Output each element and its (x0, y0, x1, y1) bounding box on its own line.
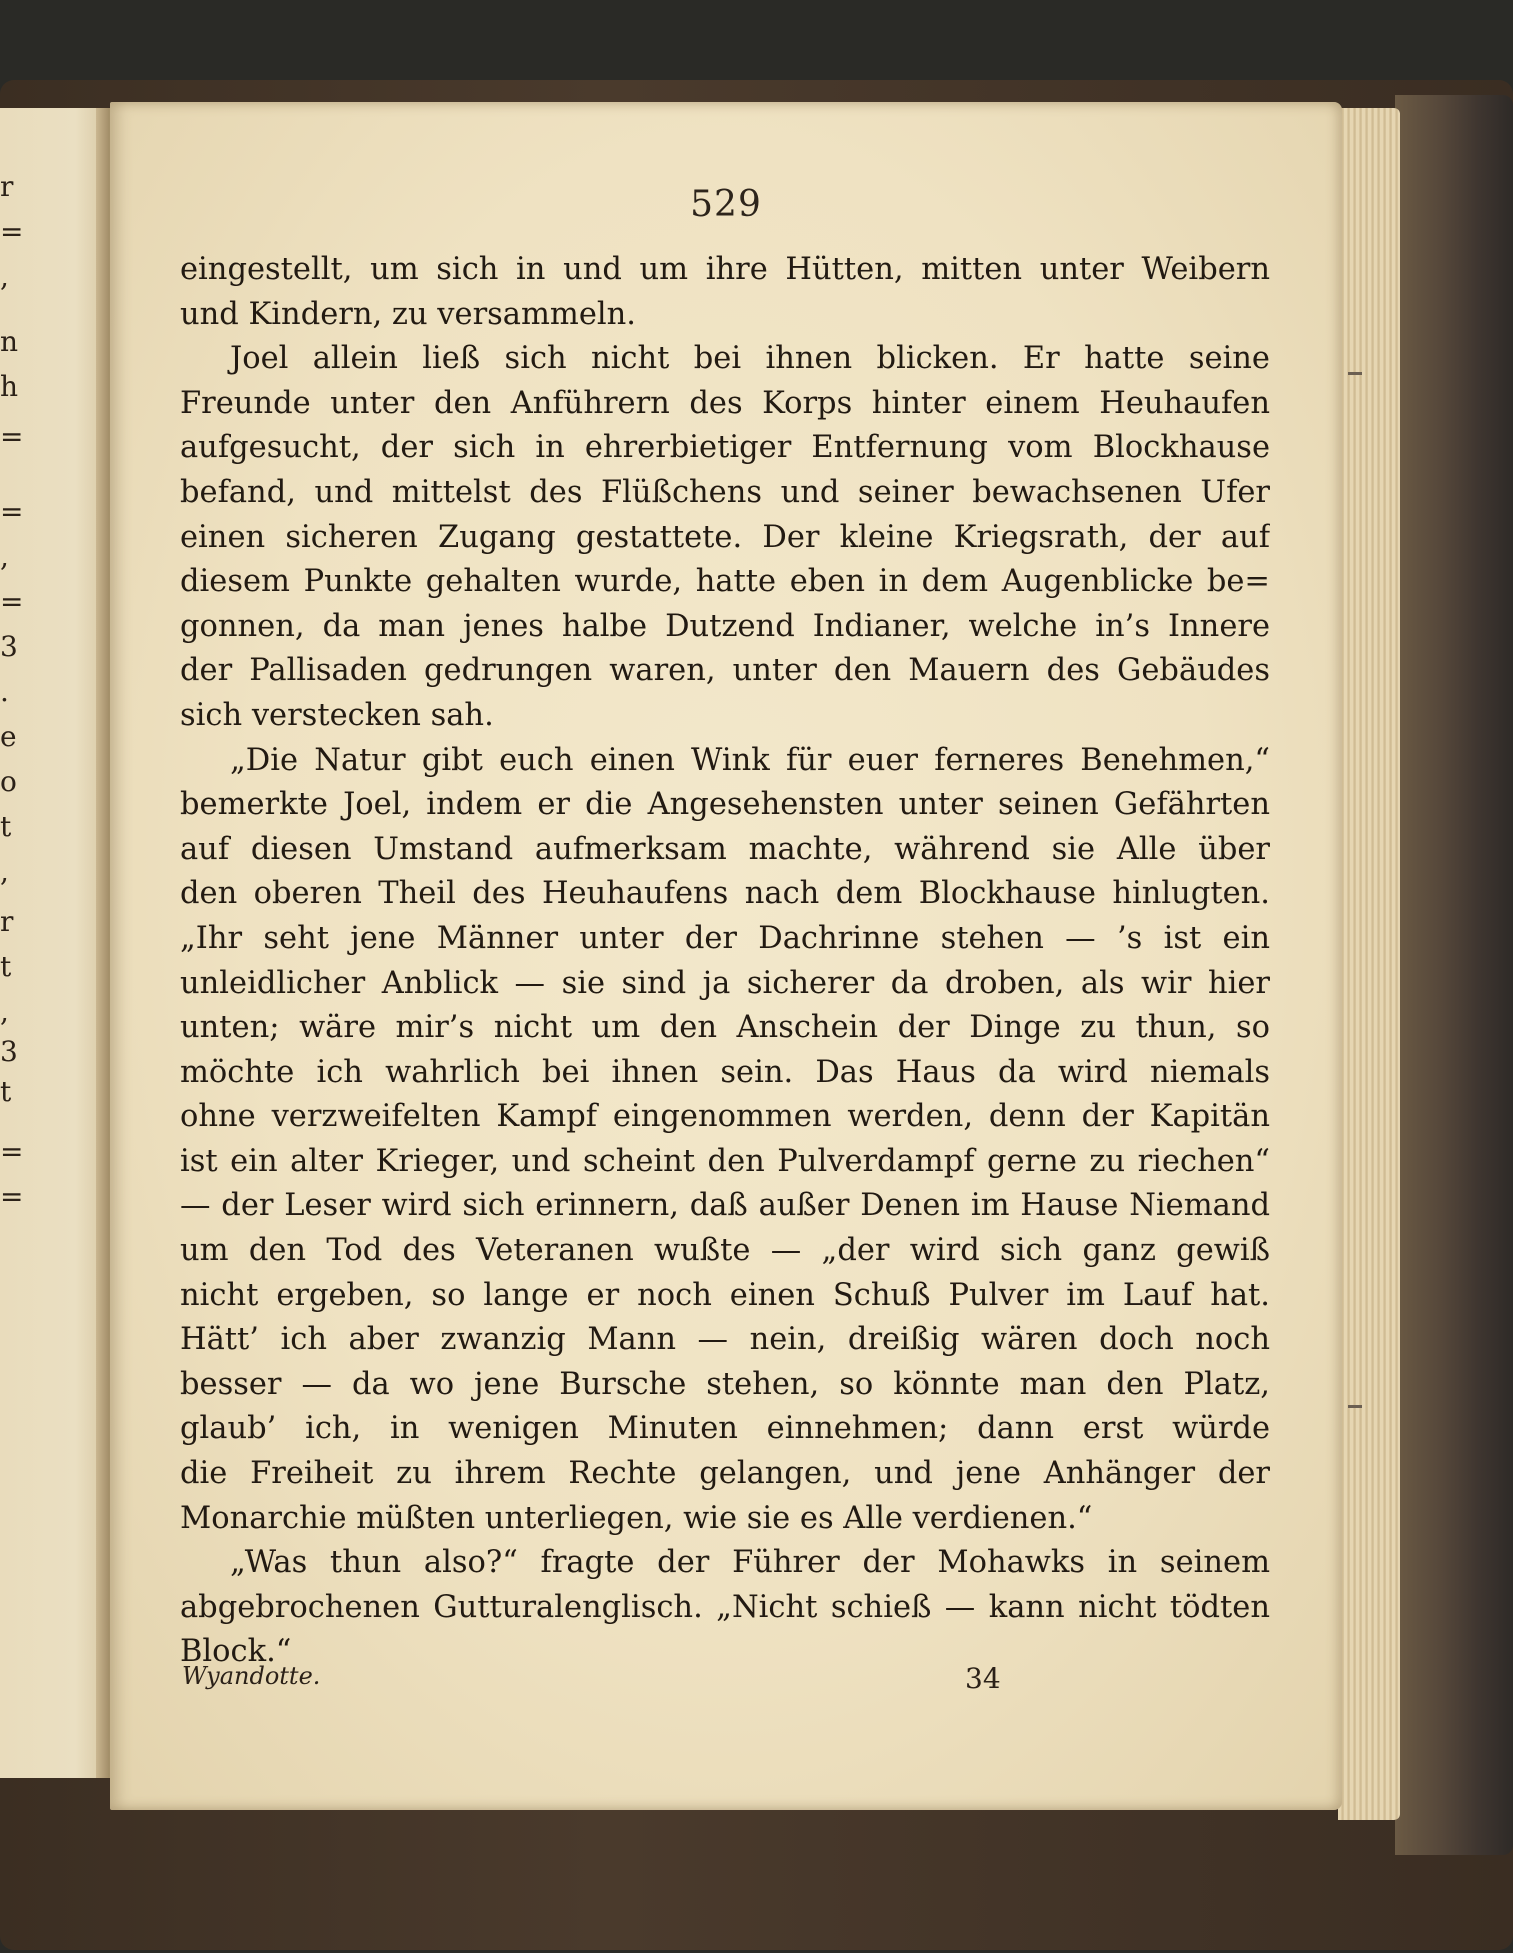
text-line: nicht ergeben, so lange er noch einen Schuß Pulver im Lauf hat. (180, 1277, 1270, 1313)
text-line: „Was thun also?“ fragte der Führer der Mohawks in seinem (230, 1545, 1270, 1581)
text-line: ohne verzweifelten Kampf eingenommen werden, denn der Kapitän (180, 1099, 1270, 1135)
text-line: der Pallisaden gedrungen waren, unter den Mauern des Gebäudes (180, 653, 1270, 689)
text-line: bemerkte Joel, indem er die Angesehensten unter seinen Gefährten (180, 787, 1270, 823)
text-line: auf diesen Umstand aufmerksam machte, während sie Alle über (180, 831, 1270, 867)
text-line: besser — da wo jene Bursche stehen, so könnte man den Platz, (180, 1366, 1270, 1402)
text-line: einen sicheren Zugang gestattete. Der kleine Kriegsrath, der auf (180, 519, 1270, 555)
left-page-fragment: 3 (0, 1035, 18, 1068)
text-line: sich verstecken sah. (180, 697, 494, 733)
page-edges (1338, 108, 1400, 1820)
left-page-fragment: o (0, 765, 17, 798)
text-line: um den Tod des Veteranen wußte — „der wird sich ganz gewiß (180, 1233, 1270, 1269)
text-line: ist ein alter Krieger, und scheint den Pulverdampf gerne zu riechen“ (180, 1143, 1270, 1179)
left-page-fragment: n (0, 325, 19, 358)
text-line: diesem Punkte gehalten wurde, hatte eben in dem Augenblicke be= (180, 564, 1270, 600)
left-page-fragment: = (0, 1180, 24, 1213)
text-line: möchte ich wahrlich bei ihnen sein. Das Haus da wird niemals (180, 1054, 1270, 1090)
left-page-fragment: t (0, 1075, 12, 1108)
text-line: befand, und mittelst des Flüßchens und seiner bewachsenen Ufer (180, 474, 1270, 510)
text-line: und Kindern, zu versammeln. (180, 296, 636, 332)
text-line: Block.“ (180, 1634, 292, 1670)
left-page-fragment: , (0, 260, 9, 293)
left-page-fragment: , (0, 540, 9, 573)
left-page-fragment: t (0, 950, 12, 983)
text-line: Hätt’ ich aber zwanzig Mann — nein, dreißig wären doch noch (180, 1322, 1270, 1358)
left-page-fragment: . (0, 675, 9, 708)
page-text (180, 248, 1270, 1675)
page-number: 529 (690, 184, 762, 225)
left-page-fragment: , (0, 855, 9, 888)
right-page (110, 102, 1342, 1810)
text-line: „Die Natur gibt euch einen Wink für euer ferneres Benehmen,“ (230, 742, 1270, 778)
left-page-fragment: = (0, 215, 24, 248)
left-page-fragment: t (0, 810, 12, 843)
signature-mark: Wyandotte. (182, 1662, 321, 1690)
left-page-fragment: 3 (0, 630, 18, 663)
left-page-fragment: h (0, 370, 19, 403)
signature-number: 34 (965, 1662, 1001, 1695)
text-line: Joel allein ließ sich nicht bei ihnen blicken. Er hatte seine (230, 341, 1270, 377)
text-line: glaub’ ich, in wenigen Minuten einnehmen; dann erst würde (180, 1411, 1270, 1447)
left-page-fragment: = (0, 585, 24, 618)
margin-mark (1348, 372, 1362, 375)
left-page-fragment: e (0, 720, 17, 753)
text-line: Monarchie müßten unterliegen, wie sie es Alle verdienen.“ (180, 1500, 1093, 1536)
text-line: abgebrochenen Gutturalenglisch. „Nicht schieß — kann nicht tödten (180, 1589, 1270, 1625)
left-page-fragment: = (0, 420, 24, 453)
text-line: eingestellt, um sich in und um ihre Hütten, mitten unter Weibern (180, 252, 1270, 287)
left-page-fragment: , (0, 995, 9, 1028)
left-page-fragment: r (0, 905, 14, 938)
left-page-fragment: = (0, 1135, 24, 1168)
left-page-fragment: = (0, 495, 24, 528)
margin-mark (1348, 1405, 1362, 1408)
book-cover-edge (1395, 95, 1513, 1855)
text-line: gonnen, da man jenes halbe Dutzend Indianer, welche in’s Innere (180, 608, 1270, 644)
text-line: Freunde unter den Anführern des Korps hinter einem Heuhaufen (180, 385, 1270, 421)
left-page (0, 108, 108, 1778)
text-line: die Freiheit zu ihrem Rechte gelangen, und jene Anhänger der (180, 1456, 1270, 1492)
text-line: den oberen Theil des Heuhaufens nach dem Blockhause hinlugten. (180, 876, 1270, 912)
left-page-fragment: r (0, 170, 14, 203)
text-line: „Ihr seht jene Männer unter der Dachrinne stehen — ’s ist ein (180, 920, 1270, 956)
text-line: — der Leser wird sich erinnern, daß außer Denen im Hause Niemand (180, 1188, 1270, 1224)
text-line: unten; wäre mir’s nicht um den Anschein der Dinge zu thun, so (180, 1010, 1270, 1046)
text-line: aufgesucht, der sich in ehrerbietiger Entfernung vom Blockhause (180, 430, 1270, 466)
text-line: unleidlicher Anblick — sie sind ja sicherer da droben, als wir hier (180, 965, 1270, 1001)
